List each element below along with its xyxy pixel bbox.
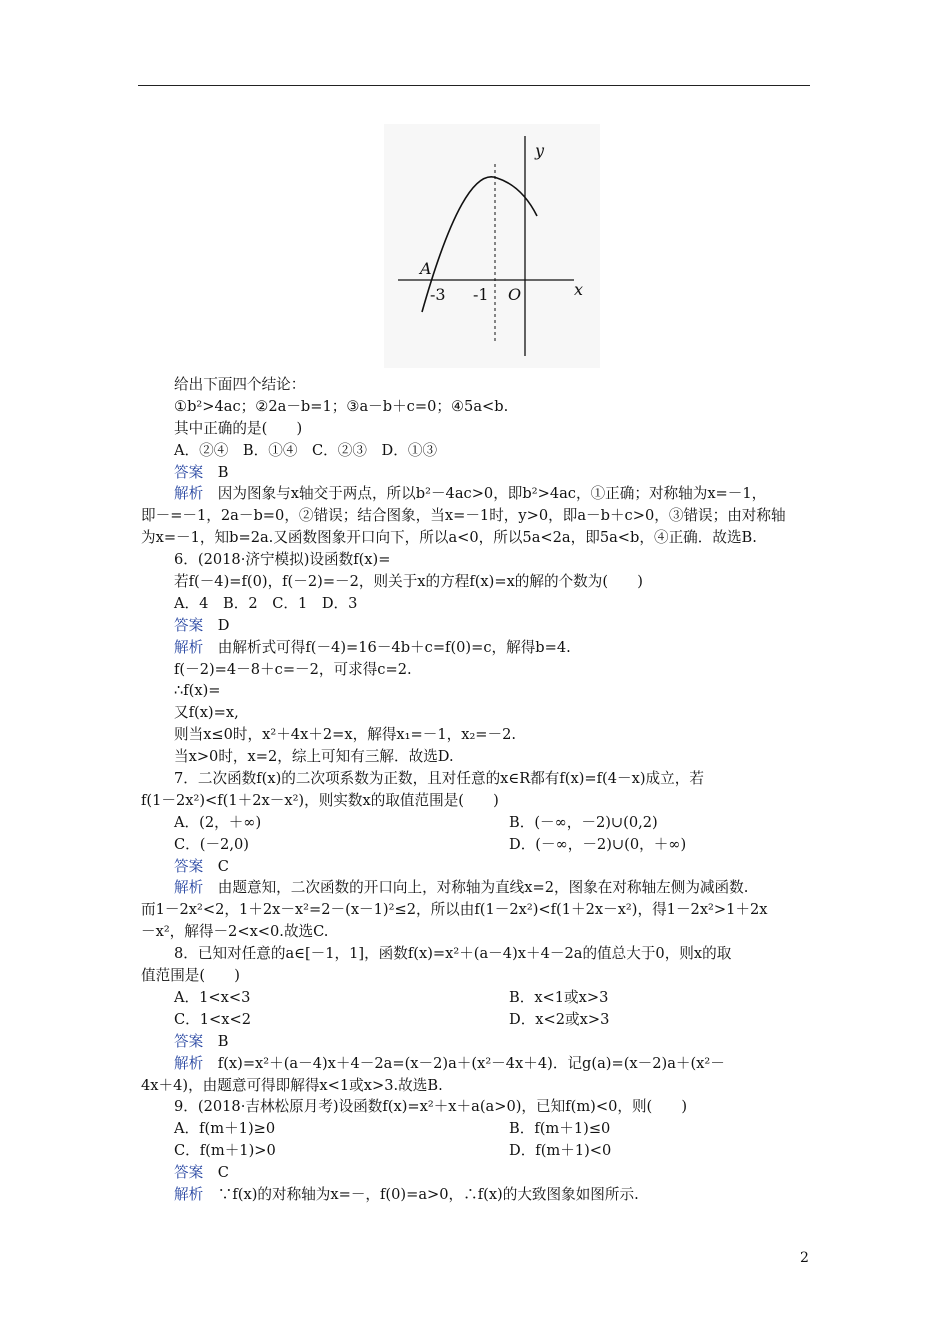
header-rule — [138, 85, 810, 86]
analysis-label: 解析 — [174, 1185, 204, 1203]
options-row — [141, 834, 813, 856]
text-line: 即－=－1，2a－b=0，②错误；结合图象，当x=－1时，y>0，即a－b＋c>0，③错误；由对称轴 — [141, 507, 786, 525]
answer-value: D — [203, 616, 230, 634]
answer-label: 答案 — [174, 1032, 204, 1050]
analysis-label: 解析 — [174, 638, 204, 656]
option-c: C．(－2,0) — [174, 835, 249, 853]
analysis-text: f(x)=x²＋(a－4)x＋4－2a=(x－2)a＋(x²－4x＋4)．记g(a)=(x－2)a＋(x²－ — [203, 1054, 725, 1072]
answer-label: 答案 — [174, 616, 204, 634]
analysis-label: 解析 — [174, 485, 204, 503]
option-d: D．(－∞，－2)∪(0，＋∞) — [509, 835, 687, 853]
option-c: C．1<x<2 — [174, 1010, 252, 1028]
answer-label: 答案 — [174, 857, 204, 875]
question-line: 9．(2018·吉林松原月考)设函数f(x)=x²＋x＋a(a>0)，已知f(m)<0，则( ) — [174, 1098, 688, 1116]
x-axis-label: x — [574, 280, 584, 299]
answer-value: B — [203, 1032, 229, 1050]
text-line: A．4 B．2 C．1 D．3 — [174, 594, 358, 612]
options-row — [141, 1009, 813, 1031]
question-line: 7．二次函数f(x)的二次项系数为正数，且对任意的x∈R都有f(x)=f(4－x)成立，若 — [174, 770, 704, 788]
text-line: 当x>0时，x=2，综上可知有三解．故选D. — [174, 748, 454, 766]
option-d: D．x<2或x>3 — [509, 1010, 610, 1028]
page-number: 2 — [800, 1250, 809, 1266]
text-line: 4x＋4)，由题意可得即解得x<1或x>3.故选B. — [141, 1076, 443, 1094]
answer-line — [141, 1162, 813, 1184]
analysis-text: 由题意知，二次函数的开口向上，对称轴为直线x=2，图象在对称轴左侧为减函数. — [203, 879, 749, 897]
answer-value: C — [203, 1164, 229, 1182]
answer-label: 答案 — [174, 1164, 204, 1182]
option-a: A．1<x<3 — [174, 988, 251, 1006]
analysis-line — [141, 483, 813, 505]
parabola-figure — [384, 124, 600, 368]
analysis-text: 由解析式可得f(－4)=16－4b＋c=f(0)=c，解得b=4. — [203, 638, 571, 656]
text-line: －x²，解得－2<x<0.故选C. — [141, 923, 329, 941]
analysis-line — [141, 637, 813, 659]
text-line: f(1－2x²)<f(1＋2x－x²)，则实数x的取值范围是( ) — [141, 791, 499, 809]
answer-label: 答案 — [174, 463, 204, 481]
option-a: A．f(m＋1)≥0 — [174, 1120, 276, 1138]
tick-label-neg3: -3 — [430, 285, 446, 304]
options-row — [141, 1140, 813, 1162]
text-line: 为x=－1，知b=2a.又函数图象开口向下，所以a<0，所以5a<2a，即5a<b，④正确．故选B. — [141, 529, 757, 547]
analysis-line — [141, 1053, 813, 1075]
answer-value: B — [203, 463, 229, 481]
text-line: A．②④ B．①④ C．②③ D．①③ — [174, 441, 438, 459]
answer-value: C — [203, 857, 229, 875]
text-line: 则当x≤0时，x²＋4x＋2=x，解得x₁=－1，x₂=－2. — [174, 726, 517, 744]
body-text — [141, 374, 813, 1206]
point-a-label: A — [420, 259, 432, 278]
options-row — [141, 812, 813, 834]
option-c: C．f(m＋1)>0 — [174, 1142, 276, 1160]
options-row — [141, 987, 813, 1009]
text-line: 其中正确的是( ) — [174, 419, 303, 437]
question-line: 6．(2018·济宁模拟)设函数f(x)= — [174, 551, 391, 569]
text-line: f(－2)=4－8＋c=－2，可求得c=2. — [174, 660, 412, 678]
answer-line — [141, 1031, 813, 1053]
text-line: 给出下面四个结论： — [174, 376, 306, 393]
text-line: 又f(x)=x, — [174, 704, 239, 722]
analysis-label: 解析 — [174, 879, 204, 897]
origin-label: O — [508, 285, 522, 304]
y-axis-label: y — [535, 141, 545, 160]
options-row — [141, 1118, 813, 1140]
tick-label-neg1: -1 — [473, 285, 489, 304]
analysis-text: ∵f(x)的对称轴为x=－，f(0)=a>0，∴f(x)的大致图象如图所示. — [203, 1185, 639, 1203]
answer-line — [141, 462, 813, 484]
answer-line — [141, 615, 813, 637]
option-b: B．x<1或x>3 — [509, 988, 609, 1006]
analysis-label: 解析 — [174, 1054, 204, 1072]
answer-line — [141, 856, 813, 878]
text-line: ∴f(x)= — [174, 682, 221, 700]
analysis-line — [141, 877, 813, 899]
parabola-graph — [384, 124, 600, 368]
text-line: ①b²>4ac；②2a－b=1；③a－b＋c=0；④5a<b. — [174, 397, 509, 415]
text-line: 而1－2x²<2，1＋2x－x²=2－(x－1)²≤2，所以由f(1－2x²)<f(1＋2x－x²)，得1－2x²>1＋2x — [141, 901, 768, 919]
option-b: B．f(m＋1)≤0 — [509, 1120, 611, 1138]
analysis-line — [141, 1184, 813, 1206]
option-d: D．f(m＋1)<0 — [509, 1142, 612, 1160]
text-line: 值范围是( ) — [141, 967, 240, 985]
text-line: 若f(－4)=f(0)，f(－2)=－2，则关于x的方程f(x)=x的解的个数为( ) — [174, 573, 643, 591]
option-b: B．(－∞，－2)∪(0,2) — [509, 813, 658, 831]
option-a: A．(2，＋∞) — [174, 813, 262, 831]
question-line: 8．已知对任意的a∈[－1，1]，函数f(x)=x²＋(a－4)x＋4－2a的值总大于0，则x的取 — [174, 945, 732, 963]
analysis-text: 因为图象与x轴交于两点，所以b²－4ac>0，即b²>4ac，①正确；对称轴为x=－1， — [203, 485, 767, 503]
